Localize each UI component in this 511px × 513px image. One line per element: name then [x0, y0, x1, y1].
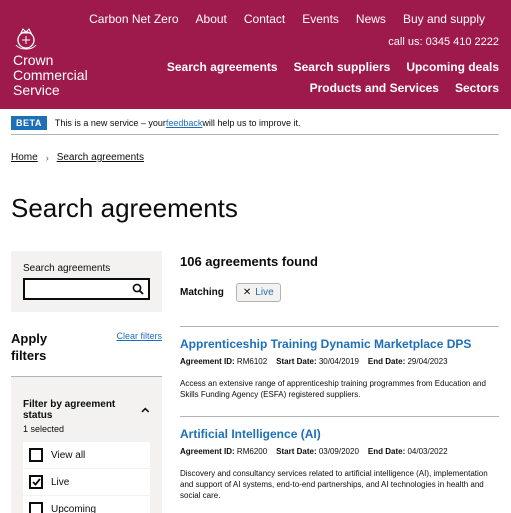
list-item: [180, 416, 499, 501]
search-icon[interactable]: [132, 283, 144, 295]
checkbox-checked[interactable]: [29, 475, 43, 489]
chevron-right-icon: ›: [45, 152, 49, 163]
meta-value: RM6200: [236, 447, 268, 456]
ccs-logo[interactable]: [13, 27, 103, 98]
site-header: [0, 0, 511, 109]
agreement-id: [180, 357, 267, 366]
check-icon: [32, 478, 41, 486]
breadcrumb-home[interactable]: Home: [11, 152, 38, 163]
logo-line: Commercial: [13, 67, 88, 83]
phone-number[interactable]: call us: 0345 410 2222: [388, 36, 499, 48]
beta-text-after: will help us to improve it.: [202, 117, 301, 128]
nav-buy-and-supply[interactable]: Buy and supply: [402, 12, 485, 26]
logo-text: [13, 53, 103, 98]
agreement-description: Discovery and consultancy services related to artificial intelligence (AI), implementation and support of AI systems, end-to-end partnerships, and AI technologies in health and social care.: [180, 469, 488, 500]
nav-events[interactable]: Events: [302, 12, 339, 26]
filter-option-label: Upcoming: [51, 503, 97, 513]
nav-products-and-services[interactable]: Products and Services: [309, 81, 439, 95]
agreement-meta: [180, 447, 499, 456]
filter-group-heading: Filter by agreement status: [23, 399, 116, 421]
close-icon[interactable]: ✕: [242, 287, 252, 298]
nav-contact[interactable]: Contact: [243, 12, 286, 26]
filter-options: [23, 442, 150, 513]
agreement-id: [180, 447, 267, 456]
agreement-end: [368, 447, 448, 456]
beta-text-before: This is a new service – your: [54, 117, 166, 128]
checkbox[interactable]: [29, 448, 43, 462]
page-title: Search agreements: [11, 193, 238, 223]
meta-label: End Date:: [367, 447, 406, 456]
agreement-start: [276, 447, 359, 456]
status-filter-panel: [11, 377, 162, 513]
logo-line: Service: [13, 82, 60, 98]
matching-label: Matching: [180, 287, 224, 298]
nav-about[interactable]: About: [195, 12, 227, 26]
meta-value: 03/09/2020: [318, 447, 359, 456]
nav-search-suppliers[interactable]: Search suppliers: [293, 60, 391, 74]
logo-line: Crown: [13, 52, 54, 68]
chip-label: Live: [255, 287, 274, 298]
meta-label: End Date:: [367, 357, 406, 366]
filter-option-label: View all: [51, 449, 86, 461]
royal-crest-icon: [13, 27, 39, 51]
checkbox[interactable]: [29, 502, 43, 513]
search-input[interactable]: [32, 281, 132, 297]
breadcrumb: [11, 152, 144, 163]
meta-value: 29/04/2023: [407, 357, 448, 366]
matching-filters: [180, 283, 281, 302]
meta-value: 30/04/2019: [318, 357, 359, 366]
nav-upcoming-deals[interactable]: Upcoming deals: [406, 60, 499, 74]
meta-label: Start Date:: [276, 447, 317, 456]
apply-filters-heading: Apply filters: [11, 331, 48, 363]
meta-value: 04/03/2022: [407, 447, 448, 456]
clear-filters-link[interactable]: Clear filters: [116, 331, 162, 341]
meta-label: Agreement ID:: [180, 357, 235, 366]
meta-value: RM6102: [236, 357, 268, 366]
filter-option-live[interactable]: [23, 469, 150, 495]
utility-nav: [89, 12, 485, 26]
search-panel: [11, 251, 162, 312]
meta-label: Agreement ID:: [180, 447, 235, 456]
filter-selected-count: 1 selected: [23, 424, 65, 434]
chevron-up-icon: [141, 407, 150, 413]
meta-label: Start Date:: [276, 357, 317, 366]
search-field[interactable]: [23, 278, 150, 300]
agreement-start: [276, 357, 359, 366]
agreement-meta: [180, 357, 499, 366]
breadcrumb-search-agreements[interactable]: Search agreements: [56, 152, 144, 163]
filter-chip-live[interactable]: [236, 283, 281, 302]
nav-sectors[interactable]: Sectors: [454, 81, 499, 95]
results-count: 106 agreements found: [180, 254, 318, 269]
filter-option-upcoming[interactable]: [23, 496, 150, 513]
agreement-end: [368, 357, 448, 366]
filter-option-label: Live: [51, 476, 70, 488]
search-label: Search agreements: [23, 263, 111, 274]
nav-search-agreements[interactable]: Search agreements: [166, 60, 278, 74]
beta-tag: BETA: [11, 116, 47, 130]
main-nav-row2: [310, 81, 499, 95]
filter-group-toggle[interactable]: [23, 399, 150, 421]
agreement-title-link[interactable]: Artificial Intelligence (AI): [180, 427, 321, 441]
main-nav: [167, 60, 499, 74]
filter-option-view-all[interactable]: [23, 442, 150, 468]
agreement-title-link[interactable]: Apprenticeship Training Dynamic Marketplace DPS: [180, 337, 472, 351]
feedback-link[interactable]: feedback: [165, 117, 203, 128]
agreement-description: Access an extensive range of apprenticeship training programmes from Education and Skills Funding Agency (ESFA) registered suppliers.: [180, 379, 486, 399]
nav-carbon-net-zero[interactable]: Carbon Net Zero: [89, 12, 179, 26]
list-item: [180, 326, 499, 400]
nav-news[interactable]: News: [355, 12, 386, 26]
beta-banner: [11, 115, 499, 135]
